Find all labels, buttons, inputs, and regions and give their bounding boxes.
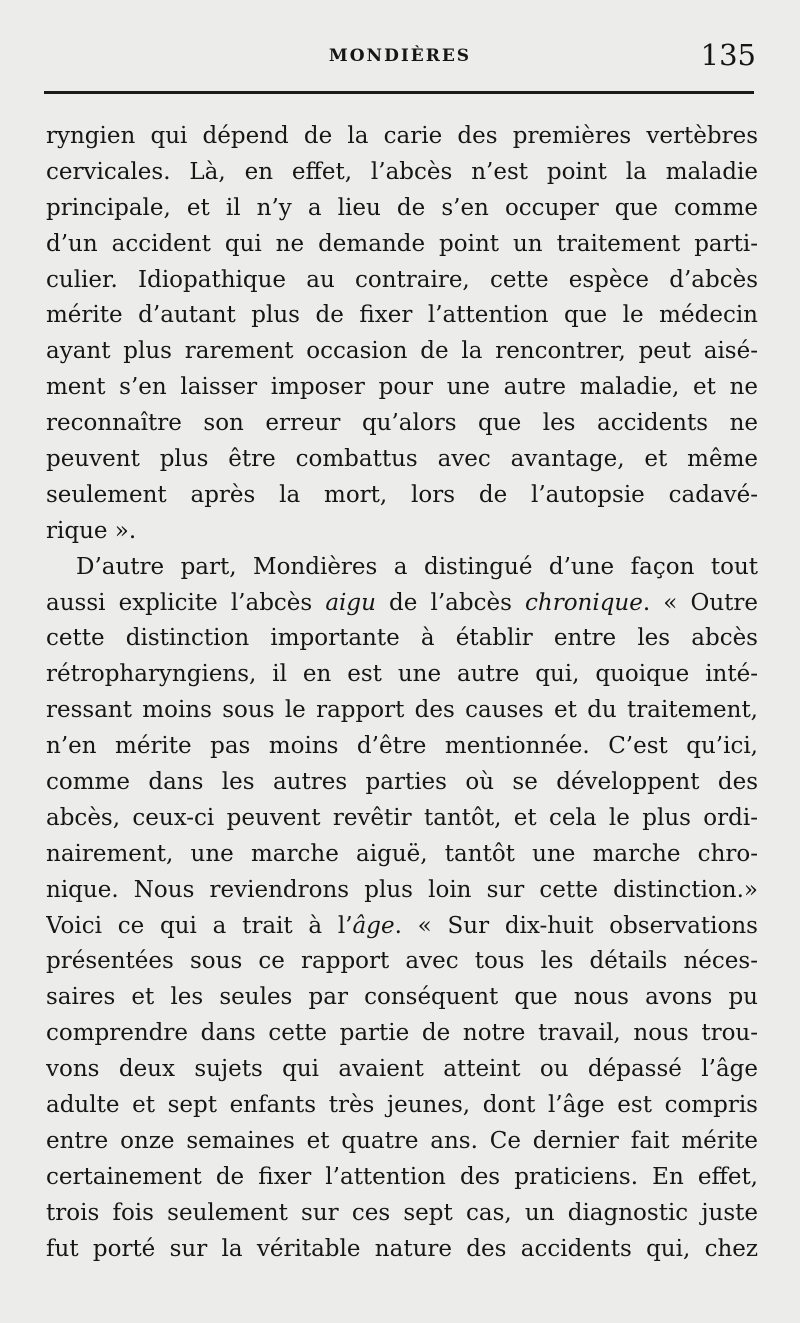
text-line: ryngien qui dépend de la carie des premières vertèbres (46, 123, 758, 149)
text-line: principale, et il n’y a lieu de s’en occuper que comme (46, 194, 758, 221)
paragraph-first-line: D’autre part, Mondières a distingué d’une façon tout (76, 553, 758, 580)
text-line: présentées sous ce rapport avec tous les détails néces- (46, 948, 758, 975)
text-line: rique ». (46, 517, 137, 544)
text-line: comme dans les autres parties où se développent des (46, 769, 758, 796)
text-line: seulement après la mort, lors de l’autopsie cadavé- (46, 481, 758, 508)
text-line: rétropharyngiens, il en est une autre qui, quoique inté- (46, 661, 758, 688)
text-line: culier. Idiopathique au contraire, cette espèce d’abcès (46, 266, 758, 293)
running-head-title: MONDIÈRES (328, 46, 472, 66)
body-text (46, 119, 758, 1268)
text-line: mérite d’autant plus de fixer l’attention que le médecin (46, 302, 758, 329)
text-line: certainement de fixer l’attention des praticiens. En effet, (46, 1163, 758, 1190)
text-line: reconnaître son erreur qu’alors que les accidents ne (46, 410, 758, 437)
text-line: ayant plus rarement occasion de la rencontrer, peut aisé- (46, 338, 758, 365)
text-line: ment s’en laisser imposer pour une autre maladie, et ne (46, 374, 758, 401)
page-number: 135 (700, 38, 756, 72)
text-line: aussi explicite l’abcès aigu de l’abcès chronique. « Outre (46, 589, 758, 616)
text-line: d’un accident qui ne demande point un traitement parti- (46, 230, 758, 257)
text-line: adulte et sept enfants très jeunes, dont l’âge est compris (46, 1092, 758, 1119)
text-line: vons deux sujets qui avaient atteint ou dépassé l’âge (46, 1056, 758, 1083)
running-head (44, 38, 756, 82)
text-line: nairement, une marche aiguë, tantôt une marche chro- (46, 840, 758, 867)
text-line: trois fois seulement sur ces sept cas, un diagnostic juste (46, 1199, 758, 1226)
text-line: ressant moins sous le rapport des causes et du traitement, (46, 697, 758, 724)
text-line: peuvent plus être combattus avec avantage, et même (46, 446, 758, 473)
text-line: entre onze semaines et quatre ans. Ce dernier fait mérite (46, 1127, 758, 1154)
header-rule (44, 91, 754, 94)
text-line: nique. Nous reviendrons plus loin sur cette distinction.» (46, 876, 758, 903)
text-line: Voici ce qui a trait à l’âge. « Sur dix-huit observations (46, 912, 758, 939)
text-line: cette distinction importante à établir entre les abcès (46, 625, 758, 652)
text-line: cervicales. Là, en effet, l’abcès n’est point la maladie (46, 158, 758, 185)
text-line: comprendre dans cette partie de notre travail, nous trou- (46, 1020, 758, 1047)
text-line: abcès, ceux-ci peuvent revêtir tantôt, et cela le plus ordi- (46, 804, 758, 831)
text-line: fut porté sur la véritable nature des accidents qui, chez (46, 1235, 758, 1262)
text-line: n’en mérite pas moins d’être mentionnée. C’est qu’ici, (46, 733, 758, 760)
text-line: saires et les seules par conséquent que nous avons pu (46, 984, 758, 1011)
